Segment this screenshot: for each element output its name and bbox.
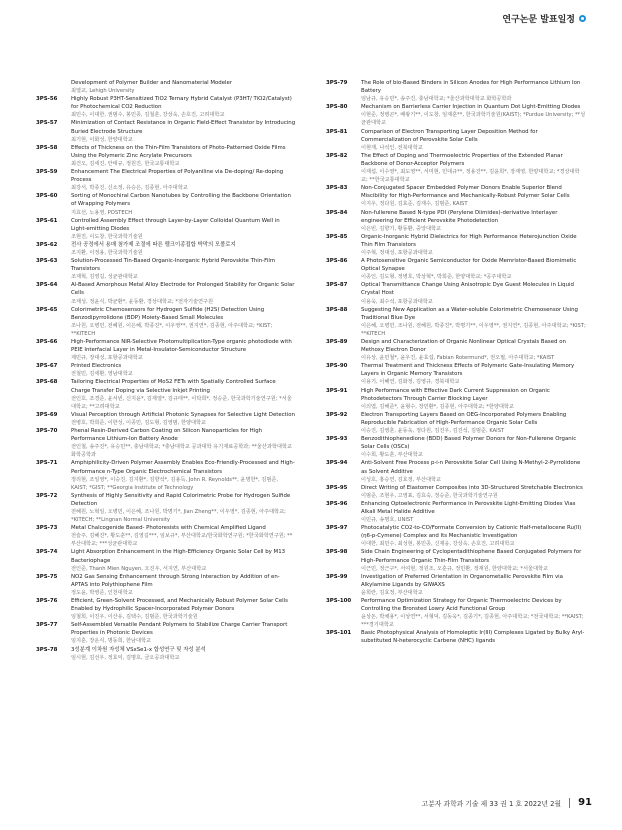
entry-code: 3PS-69 [36, 411, 58, 418]
entry-title: Development of Polymer Builder and Nanomaterial Modeler [71, 80, 233, 86]
entry-authors: 이범준, 조현우, 고영표, 김효숙, 정승준, 한국과학기술연구원 [361, 492, 498, 499]
entry-title: Colorimetric Chemosensors for Hydrogen Sulfide (H2S) Detection Using Benzodipyrrolidone (BDP) Moiety-Based Small Molecules [71, 306, 265, 321]
program-entry [36, 362, 296, 378]
entry-authors: 이유상, 윤민철*, 윤우진, 윤효섭, Fabian Rotermund*, 권오필, 아주대학교; *KAIST [361, 355, 555, 362]
entry-body [361, 209, 586, 233]
entry-code: 3PS-97 [326, 525, 348, 532]
entry-title: Printed Electronics [71, 363, 122, 370]
entry-code: 3PS-101 [326, 630, 352, 637]
entry-authors: 이은빈, 김향기, 황동환, 중앙대학교 [361, 225, 442, 232]
entry-body [361, 573, 586, 597]
program-entry [326, 338, 586, 362]
entry-code: 3PS-93 [326, 436, 348, 443]
entry-code [36, 79, 71, 95]
entry-authors: 전혜원, 노혁일, 오병민, 이은혜, 조나원, 박명기*, Jian Zheng**, 이우영*, 김종현, 아주대학교; *KITECH; **Lingnan Normal University [71, 508, 286, 524]
entry-authors: 전철민, 김세환, 영남대학교 [71, 371, 133, 378]
program-entry [326, 500, 586, 524]
program-entry [36, 646, 296, 662]
entry-code: 3PS-59 [36, 169, 58, 176]
entry-body [71, 459, 296, 491]
entry-body [361, 362, 586, 386]
entry-code: 3PS-64 [36, 282, 58, 289]
entry-authors: 이주혁, 정대성, 포항공과대학교 [361, 249, 433, 256]
program-entry [36, 281, 296, 305]
entry-body [71, 192, 296, 216]
program-entry [326, 597, 586, 629]
entry-code: 3PS-61 [36, 217, 58, 224]
entry-code: 3PS-77 [36, 622, 58, 629]
entry-code: 3PS-88 [326, 306, 348, 313]
entry-code: 3PS-60 [36, 193, 58, 200]
program-entry [36, 573, 296, 597]
entry-title: Controlled Assembly Effect through Layer-by-Layer Colloidal Quantum Well in Light-emitting Diodes [71, 217, 280, 232]
entry-body [361, 306, 586, 338]
entry-authors: 정도윤, 박영준, 인천대학교 [71, 589, 133, 596]
entry-authors: 이현준, 정병곤*, 배왕기**, 이도창, 임재훈**, 한국과학기술원(KAIST); *Purdue University; **성균관대학교 [361, 112, 586, 127]
entry-body [361, 597, 586, 629]
entry-title: Suggesting New Application as a Water-soluble Colorimetric Chemosensor Using Traditional Blue Dye [361, 306, 578, 321]
entry-authors: 전인철, 송주진*, 유승민**, 충남대학교; *충남대학교 공과대학 유기재료공학과; **울산과학대학교 화학공학과 [71, 444, 292, 459]
entry-authors: 이의엽, 김해준*, 윤형수, 장민환*, 김종현, 아주대학교; *한양대학교 [361, 403, 514, 410]
entry-authors: 이종인, 김도형, 정병호, 박상혁*, 박희준, 한양대학교; *공주대학교 [361, 274, 512, 281]
entry-title: 3성분계 이차원 자성체 VSxSe1-x 합성연구 및 자성 분석 [71, 646, 206, 653]
entry-title: Direct Writing of Elastomer Composites into 3D-Structured Stretchable Electronics [361, 484, 583, 491]
entry-code: 3PS-76 [36, 598, 58, 604]
entry-authors: 임철희, 이진우, 이산유, 김택수, 김범준, 한국과학기술원 [71, 614, 198, 621]
entry-code: 3PS-80 [326, 104, 348, 111]
entry-code: 3PS-79 [326, 80, 348, 86]
circle-bullet-icon [579, 15, 586, 22]
entry-body [71, 95, 296, 119]
program-entry [326, 152, 586, 184]
entry-body [361, 629, 586, 645]
program-entry [36, 427, 296, 459]
entry-title: Synthesis of Highly Sensitivity and Rapid Colorimetric Probe for Hydrogen Sulfide Detection [71, 492, 291, 507]
entry-body [361, 233, 586, 257]
entry-title: Benzodithiophenedione (BDD) Based Polymer Donors for Non-Fullerene Organic Solar Cells (OSCs) [361, 436, 577, 451]
entry-title: Solution-Processed Tin-Based Organic-Inorganic Hybrid Perovskite Thin-Film Transistors [71, 258, 276, 273]
program-entry [326, 411, 586, 435]
entry-authors: 조재혁, 김영길, 성균관대학교 [71, 274, 138, 281]
entry-authors: 전인호, 조경준, 윤서빈, 신지윤*, 김재열*, 김규태**, 이탁희*, 정승준, 한국과학기술연구원; *서울대학교; **고려대학교 [71, 395, 292, 410]
entry-code: 3PS-73 [36, 525, 58, 532]
entry-authors: 전인준, Thanh Mien Nguyen, 오진우, 서지연, 부산대학교 [71, 565, 207, 572]
entry-title: Minimization of Contact Resistance in Organic Field-Effect Transistor by Introducing Buried Electrode Structure [71, 120, 296, 135]
entry-authors: 임시현, 김선우, 정효익, 김명호, 금오공과대학교 [71, 654, 180, 661]
entry-authors: 이재섭, 이수영*, 최도영**, 서미현, 민대규**, 정용진**, 김윤희*, 장재영, 한양대학교; *경상대학교; **한국교통대학교 [361, 169, 580, 184]
entry-authors: 정리현, 조일영*, 이승진, 김지환*, 김향석*, 김용득, John R. Reynolds**, 윤명한*, 김범준, KAIST; *GIST; **Georgia Institute of Technology [71, 476, 279, 491]
entry-code: 3PS-65 [36, 306, 58, 313]
program-entry [36, 257, 296, 281]
entry-body [71, 168, 296, 192]
entry-code: 3PS-96 [326, 500, 348, 507]
entry-title: Non-Conjugated Spacer Embedded Polymer Donors Enable Superior Blend Miscibility for High-Performance and Mechanically-Robust Polymer Solar Cells [361, 185, 570, 200]
entry-title: Efficient, Green-Solvent Processed, and Mechanically Robust Polymer Solar Cells Enabled by Hydrophilic Spacer-Incorporated Polymer Donors [71, 598, 288, 613]
entry-authors: 조지환, 이정용, 한국과학기술원 [71, 249, 143, 256]
entry-authors: 임남규, 유승민*, 송주진, 충남대학교; *울산과학대학교 화학공학과 [361, 96, 512, 103]
entry-title: Performance Optimization Strategy for Organic Thermoelectric Devices by Controlling the Bronsted Lowry Acid Functional Group [361, 598, 562, 613]
entry-body [361, 79, 586, 103]
entry-authors: 이근민, 정근구*, 서여현, 정원조, 오훈규, 정민환, 정재원, 한양대학교; *서울대학교 [361, 565, 549, 572]
entry-code: 3PS-71 [36, 460, 58, 467]
program-entry [36, 306, 296, 338]
entry-code: 3PS-100 [326, 598, 352, 604]
entry-authors: 이승진, 김영훈, 윤동욱, 정다원, 김진우, 김진석, 김범준, KAIST [361, 428, 505, 435]
entry-title: Metal Chalcogenide Based- Photoresists with Chemical Amplified Ligand [71, 525, 266, 532]
entry-body [361, 257, 586, 281]
entry-body [71, 281, 296, 305]
program-entry [326, 484, 586, 500]
entry-body [361, 524, 586, 548]
entry-code: 3PS-68 [36, 379, 58, 386]
program-entry [326, 548, 586, 572]
program-entry [326, 387, 586, 411]
entry-title: High-Performance NIR-Selective Photomultiplication-Type organic photodiode with PEIE Interfacial Layer in Metal-Insulator-Semiconductor Structure [71, 339, 292, 354]
program-entry [36, 217, 296, 241]
program-entry [326, 573, 586, 597]
entry-body [71, 378, 296, 410]
entry-authors: 최건오, 김세진, 안태규, 정원진, 한국교통대학교 [71, 160, 180, 167]
entry-title: Anti-Solvent Free Process p-i-n Perovskite Solar Cell Using N-Methyl-2-Pyrrolidone as Solvent Additive [361, 460, 581, 475]
entry-code: 3PS-99 [326, 573, 348, 580]
entry-code: 3PS-92 [326, 411, 348, 418]
entry-body [71, 119, 296, 143]
entry-authors: 최열교, Lehigh University [71, 88, 135, 95]
program-entry [36, 548, 296, 572]
entry-body [71, 411, 296, 427]
program-entry [326, 184, 586, 208]
page-header [502, 12, 586, 25]
entry-title: Enhancement The Electrical Properties of Polyaniline via De-doping/ Re-doping Process [71, 169, 284, 184]
entry-code: 3PS-94 [326, 460, 348, 467]
entry-code: 3PS-81 [326, 128, 348, 135]
entry-title: Sorting of Monochiral Carbon Nanotubes by Controlling the Backbone Orientation of Wrapping Polymers [71, 193, 291, 208]
entry-body [361, 484, 586, 500]
entry-body [361, 184, 586, 208]
entry-body [71, 427, 296, 459]
entry-code: 3PS-83 [326, 185, 348, 192]
entry-body [71, 597, 296, 621]
entry-title: Light Absorption Enhancement in the High-Efficiency Organic Solar Cell by M13 Bacteriophage [71, 549, 286, 564]
program-entry [326, 209, 586, 233]
entry-body [71, 548, 296, 572]
entry-title: Side Chain Engineering of Cyclopentadithiophene Based Conjugated Polymers for High-Performance Organic Thin-Film Transistors [361, 549, 582, 564]
entry-authors: 이현재, 나석인, 전북대학교 [361, 144, 423, 151]
entry-authors: 최강서, 박종진, 신소정, 유승은, 김종현, 아주대학교 [71, 185, 188, 192]
entry-body [71, 217, 296, 241]
left-column [36, 79, 296, 662]
entry-code: 3PS-62 [36, 241, 58, 248]
entry-title: Highly Robust P3HT-Sensitized TiO2 Ternary Hybrid Catalyst (P3HT/ TiO2/Catalyst) for Photochemical CO2 Reduction [71, 96, 292, 111]
entry-title: Electron Transporting Layers Based on OEG-Incorporated Polymers Enabling Reproducible Fabrication of High-Performance Organic Solar Cells [361, 411, 567, 426]
entry-code: 3PS-74 [36, 549, 58, 556]
program-entry [326, 103, 586, 127]
footer-divider [569, 798, 570, 808]
program-entry [36, 459, 296, 491]
entry-authors: 제민규, 장대성, 포항공과대학교 [71, 355, 143, 362]
entry-title: Photocatalytic CO2-to-CO/Formate Conversion by Cationic Half-metallocene Ru(II)(η6-p-Cymene) Complex and Its Mechanistic Investigation [361, 525, 582, 540]
entry-title: 전사 공정에서 용매 첨가제 조절에 따른 펠크이종접합 박막의 모폴로지 [71, 241, 236, 248]
program-entry [326, 524, 586, 548]
entry-code: 3PS-67 [36, 363, 58, 370]
entry-authors: 윤상돈, 박채용*, 이상연**, 서형덕, 김동욱*, 김종기*, 김종현, 아주대학교; *전국대학교; **KAIST; ***경기대학교 [361, 614, 584, 629]
right-column [326, 79, 586, 646]
entry-body [361, 338, 586, 362]
entry-authors: 이용기, 이혜연, 김화정, 김영규, 경북대학교 [361, 379, 460, 386]
program-entry [36, 144, 296, 168]
entry-title: Design and Characterization of Organic Nonlinear Optical Crystals Based on Methoxy Electron Donor [361, 339, 566, 354]
entry-authors: 전병호, 박희준, 이한성, 이종민, 김도형, 김영범, 한양대학교 [71, 419, 207, 426]
program-entry [326, 306, 586, 338]
entry-title: Optical Transmittance Change Using Anisotropic Dye Guest Molecules in Liquid Crystal Host [361, 282, 574, 297]
entry-title: Investigation of Preferred Orientation in Organometallic Perovskite Film via Alkylamine Ligands by GIWAXS [361, 573, 563, 588]
program-entry [36, 411, 296, 427]
entry-authors: 이민규, 송명호, UNIST [361, 517, 414, 524]
entry-title: Amphiphilicity-Driven Polymer Assembly Enables Eco-Friendly-Processed and High-Performance n-Type Organic Electrochemical Transistors [71, 460, 295, 475]
entry-code: 3PS-57 [36, 120, 58, 127]
entry-code: 3PS-78 [36, 646, 58, 653]
entry-authors: 조재성, 정윤식, 박균환*, 윤동환, 경상대학교; *전자기술연구원 [71, 298, 214, 305]
entry-code: 3PS-89 [326, 339, 348, 345]
entry-authors: 조나원, 오병민, 전혜원, 이은혜, 박종진*, 이우영**, 권지연*, 김종현, 아주대학교; *KIST; **KITECH [71, 322, 273, 337]
program-entry [326, 362, 586, 386]
entry-authors: 최기현, 이화성, 한양대학교 [71, 136, 133, 143]
entry-authors: 최민수, 이대한, 권범수, 봉민종, 김철훈, 강상욱, 손호진, 고려대학교 [71, 112, 225, 119]
entry-body [71, 241, 296, 257]
entry-body [361, 152, 586, 184]
entry-title: NO2 Gas Sensing Enhancement through Strong Interaction by Addition of en-APTAS into Polythiophene Film [71, 573, 280, 588]
entry-body [361, 459, 586, 483]
entry-title: Mechanism on Barrierless Carrier Injection in Quantum Dot Light-Emitting Diodes [361, 104, 581, 111]
entry-title: Basic Photophysical Analysis of Homoleptic Ir(III) Complexes Ligated by Bulky Aryl-substituted N-heterocyclic Carbene (NHC) ligands [361, 630, 585, 645]
entry-code: 3PS-72 [36, 492, 58, 499]
entry-code: 3PS-84 [326, 209, 348, 216]
entry-authors: 이대한, 최민수, 최성현, 봉민종, 신재웅, 강상욱, 손호진, 고려대학교 [361, 541, 515, 548]
program-entry [36, 95, 296, 119]
program-entry [36, 79, 296, 95]
program-entry [326, 233, 586, 257]
entry-body [71, 621, 296, 645]
entry-title: Phenal Resin-Derived Carbon Coating on Silicon Nanoparticles for High Performance Lithium-Ion Battery Anode [71, 428, 263, 443]
program-entry [36, 597, 296, 621]
entry-code: 3PS-87 [326, 282, 348, 289]
entry-authors: 조현진, 이도창, 한국과학기술원 [71, 233, 143, 240]
program-entry [326, 257, 586, 281]
page-footer [422, 797, 592, 808]
entry-code: 3PS-95 [326, 484, 348, 491]
entry-authors: 이성호, 홍승연, 김효정, 부산대학교 [361, 476, 442, 483]
entry-code: 3PS-63 [36, 258, 58, 265]
program-entry [326, 435, 586, 459]
entry-title: Visual Perception through Artificial Photonic Synapses for Selective Light Detection [71, 411, 295, 418]
program-entry [36, 241, 296, 257]
entry-body [71, 338, 296, 362]
entry-body [71, 79, 296, 95]
entry-title: The Role of bio-Based Binders in Silicon Anodes for High Performance Lithium Ion Battery [361, 80, 581, 95]
entry-code: 3PS-75 [36, 573, 58, 580]
entry-body [71, 144, 296, 168]
entry-authors: 이용욱, 최수석, 포항공과대학교 [361, 298, 433, 305]
entry-code: 3PS-86 [326, 258, 348, 265]
entry-body [71, 524, 296, 548]
program-entry [326, 629, 586, 645]
entry-body [71, 257, 296, 281]
section-title: 연구논문 발표일정 [502, 15, 575, 25]
entry-body [361, 435, 586, 459]
entry-code: 3PS-66 [36, 339, 58, 345]
entry-title: The Effect of Doping and Thermoelectric Properties of the Extended Planar Backbone of Donor-Acceptor Polymers [361, 152, 563, 167]
entry-code: 3PS-58 [36, 144, 58, 151]
entry-code: 3PS-56 [36, 96, 58, 103]
program-entry [36, 621, 296, 645]
entry-body [361, 411, 586, 435]
entry-body [361, 548, 586, 572]
entry-code: 3PS-90 [326, 363, 348, 370]
entry-title: Organic-Inorganic Hybrid Dielectrics for High Performance Heterojunction Oxide Thin Film Transistors [361, 233, 577, 248]
entry-body [71, 573, 296, 597]
entry-body [71, 646, 296, 662]
journal-info: 고분자 과학과 기술 제 33 권 1 호 2022년 2월 [421, 799, 562, 808]
entry-title: Thermal Treatment and Thickness Effects of Polymeric Gate-Insulating Memory Layers in Organic Memory Transistors [361, 363, 575, 378]
entry-title: A Photosensitive Organic Semiconductor for Oxide Memristor-Based Biomimetic Optical Synapse [361, 258, 577, 273]
entry-code: 3PS-91 [326, 387, 348, 394]
entry-authors: 이지우, 정다원, 김효준, 김재수, 김범준, KAIST [361, 201, 468, 208]
entry-body [361, 500, 586, 524]
entry-title: Non-fullerene Based N-type PDI (Perylene Diimides)-derivative Interlayer engineering for Efficient Perovskite Photodetection [361, 209, 558, 224]
entry-authors: 이은혜, 오병민, 조나원, 전혜원, 박종진*, 박명기**, 이우영**, 권지연*, 김종현, 아주대학교; *KIST; **KITECH [361, 322, 586, 337]
entry-title: Effects of Thickness on the Thin-Film Transistors of Photo-Patterned Oxide Films Using the Polymeric Zinc Acrylate Precursors [71, 144, 286, 159]
program-entry [326, 79, 586, 103]
page-number: 91 [578, 797, 592, 808]
program-entry [36, 524, 296, 548]
program-entry [36, 119, 296, 143]
entry-authors: 윤희란, 김효정, 부산대학교 [361, 589, 423, 596]
entry-body [361, 128, 586, 152]
program-entry [36, 378, 296, 410]
entry-title: Comparison of Electron Transporting Layer Deposition Method for Commercialization of Perovskite Solar Cells [361, 128, 538, 143]
program-entry [36, 192, 296, 216]
entry-authors: 임지훈, 장운식, 명동희, 한남대학교 [71, 638, 152, 645]
program-entry [36, 492, 296, 524]
entry-body [361, 387, 586, 411]
entry-code: 3PS-85 [326, 233, 348, 240]
entry-title: High Performance with Effective Dark Current Suppression on Organic Photodetectors Through Carrier Blocking Layer [361, 387, 550, 402]
entry-code: 3PS-82 [326, 152, 348, 159]
entry-authors: 이수희, 황도훈, 부산대학교 [361, 452, 423, 459]
entry-body [71, 306, 296, 338]
program-entry [326, 459, 586, 483]
entry-code: 3PS-70 [36, 428, 58, 435]
entry-authors: 전슬주, 김혜진*, 황도훈**, 김영길***, 임보규*, 부산대학교/한국화학연구원; *한국화학연구원; **부산대학교; ***성균관대학교 [71, 533, 293, 548]
program-entry [36, 168, 296, 192]
entry-title: Enhancing Optoelectronic Performance in Perovskite Light-Emitting Diodes Vias Alkali Metal Halide Additive [361, 500, 576, 515]
program-entry [326, 281, 586, 305]
entry-title: Tailoring Electrical Properties of MoS2 FETs with Spatially Controlled Surface Charge Transfer Doping via Selective Inkjet Printing [71, 379, 276, 394]
entry-body [71, 362, 296, 378]
entry-body [361, 103, 586, 127]
program-entry [326, 128, 586, 152]
entry-title: Self-Assembled Versatile Pendant Polymers to Stabilize Charge Carrier Transport Properties in Photonic Devices [71, 622, 288, 637]
entry-body [361, 281, 586, 305]
entry-authors: 지효선, 노용영, POSTECH [71, 209, 133, 216]
program-entry [36, 338, 296, 362]
entry-title: Al-Based Amorphous Metal Alloy Electrode for Prolonged Stability for Organic Solar Cells [71, 282, 295, 297]
entry-body [71, 492, 296, 524]
entry-code: 3PS-98 [326, 549, 348, 556]
